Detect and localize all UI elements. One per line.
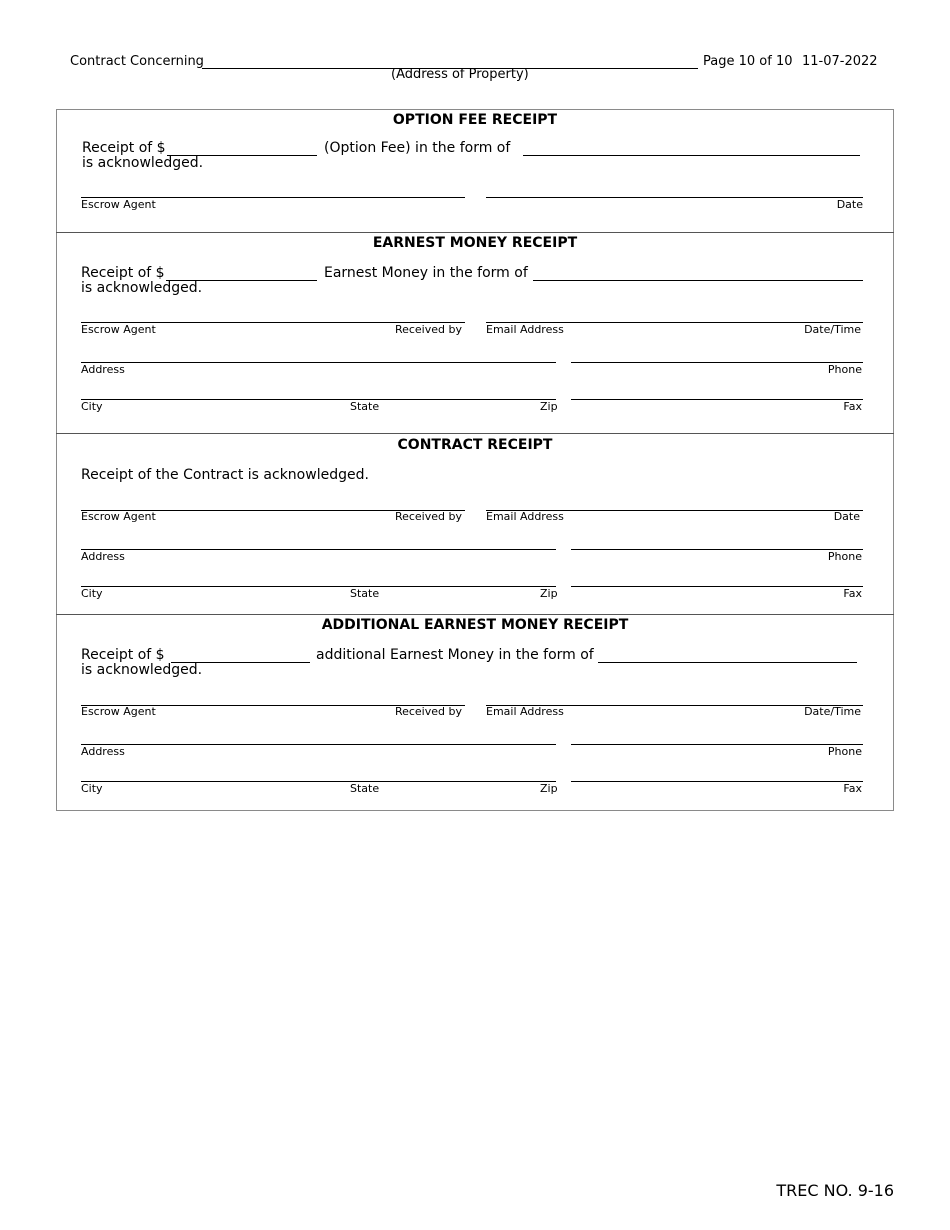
- earnest-datetime-label: Date/Time: [804, 323, 861, 336]
- additional-email-label: Email Address: [486, 705, 564, 718]
- option-fee-acknowledged: is acknowledged.: [82, 155, 204, 171]
- additional-acknowledged: is acknowledged.: [81, 662, 203, 678]
- earnest-acknowledged: is acknowledged.: [81, 280, 203, 296]
- contract-address-label: Address: [81, 550, 125, 563]
- trec-form-number: TREC NO. 9-16: [776, 1181, 894, 1200]
- contract-state-label: State: [350, 587, 380, 600]
- contract-city-label: City: [81, 587, 103, 600]
- additional-zip-label: Zip: [540, 782, 558, 795]
- earnest-address-label: Address: [81, 363, 125, 376]
- earnest-state-label: State: [350, 400, 380, 413]
- earnest-email-label: Email Address: [486, 323, 564, 336]
- form-date: 11-07-2022: [802, 54, 878, 69]
- additional-phone-label: Phone: [827, 745, 862, 758]
- additional-escrow-label: Escrow Agent: [81, 705, 156, 718]
- earnest-city-label: City: [81, 400, 103, 413]
- option-fee-receipt-of: Receipt of $: [82, 140, 166, 156]
- contract-date-label: Date: [833, 510, 860, 523]
- section-divider: [56, 232, 894, 233]
- additional-form-of: additional Earnest Money in the form of: [316, 647, 594, 663]
- contract-email-label: Email Address: [486, 510, 564, 523]
- option-fee-form-line[interactable]: [523, 155, 860, 156]
- earnest-receipt-of: Receipt of $: [81, 265, 165, 281]
- earnest-form-of: Earnest Money in the form of: [324, 265, 528, 281]
- section-divider: [56, 433, 894, 434]
- contract-escrow-label: Escrow Agent: [81, 510, 156, 523]
- earnest-form-line[interactable]: [533, 280, 863, 281]
- earnest-address-line[interactable]: [81, 362, 556, 363]
- additional-city-line[interactable]: [81, 781, 556, 782]
- additional-received-by-label: Received by: [394, 705, 462, 718]
- option-fee-form-of: (Option Fee) in the form of: [324, 140, 511, 156]
- additional-address-line[interactable]: [81, 744, 556, 745]
- contract-city-line[interactable]: [81, 586, 556, 587]
- additional-receipt-of: Receipt of $: [81, 647, 165, 663]
- address-caption: (Address of Property): [391, 67, 529, 82]
- option-fee-title: OPTION FEE RECEIPT: [392, 112, 558, 128]
- option-fee-date-label: Date: [836, 198, 863, 211]
- contract-phone-label: Phone: [827, 550, 862, 563]
- additional-address-label: Address: [81, 745, 125, 758]
- earnest-city-line[interactable]: [81, 399, 556, 400]
- earnest-money-title: EARNEST MONEY RECEIPT: [372, 235, 578, 251]
- additional-fax-label: Fax: [843, 782, 862, 795]
- contract-zip-label: Zip: [540, 587, 558, 600]
- earnest-received-by-label: Received by: [394, 323, 462, 336]
- section-divider: [56, 614, 894, 615]
- contract-concerning-label: Contract Concerning: [70, 54, 204, 69]
- contract-fax-label: Fax: [843, 587, 862, 600]
- additional-earnest-title: ADDITIONAL EARNEST MONEY RECEIPT: [321, 617, 629, 633]
- contract-receipt-text: Receipt of the Contract is acknowledged.: [81, 467, 369, 483]
- additional-city-label: City: [81, 782, 103, 795]
- additional-form-line[interactable]: [598, 662, 857, 663]
- earnest-fax-label: Fax: [843, 400, 862, 413]
- earnest-phone-label: Phone: [827, 363, 862, 376]
- earnest-zip-label: Zip: [540, 400, 558, 413]
- page-number: Page 10 of 10: [703, 54, 793, 69]
- additional-datetime-label: Date/Time: [804, 705, 861, 718]
- contract-receipt-title: CONTRACT RECEIPT: [397, 437, 553, 453]
- additional-state-label: State: [350, 782, 380, 795]
- option-fee-escrow-label: Escrow Agent: [81, 198, 156, 211]
- earnest-escrow-label: Escrow Agent: [81, 323, 156, 336]
- contract-received-by-label: Received by: [394, 510, 462, 523]
- contract-address-line[interactable]: [81, 549, 556, 550]
